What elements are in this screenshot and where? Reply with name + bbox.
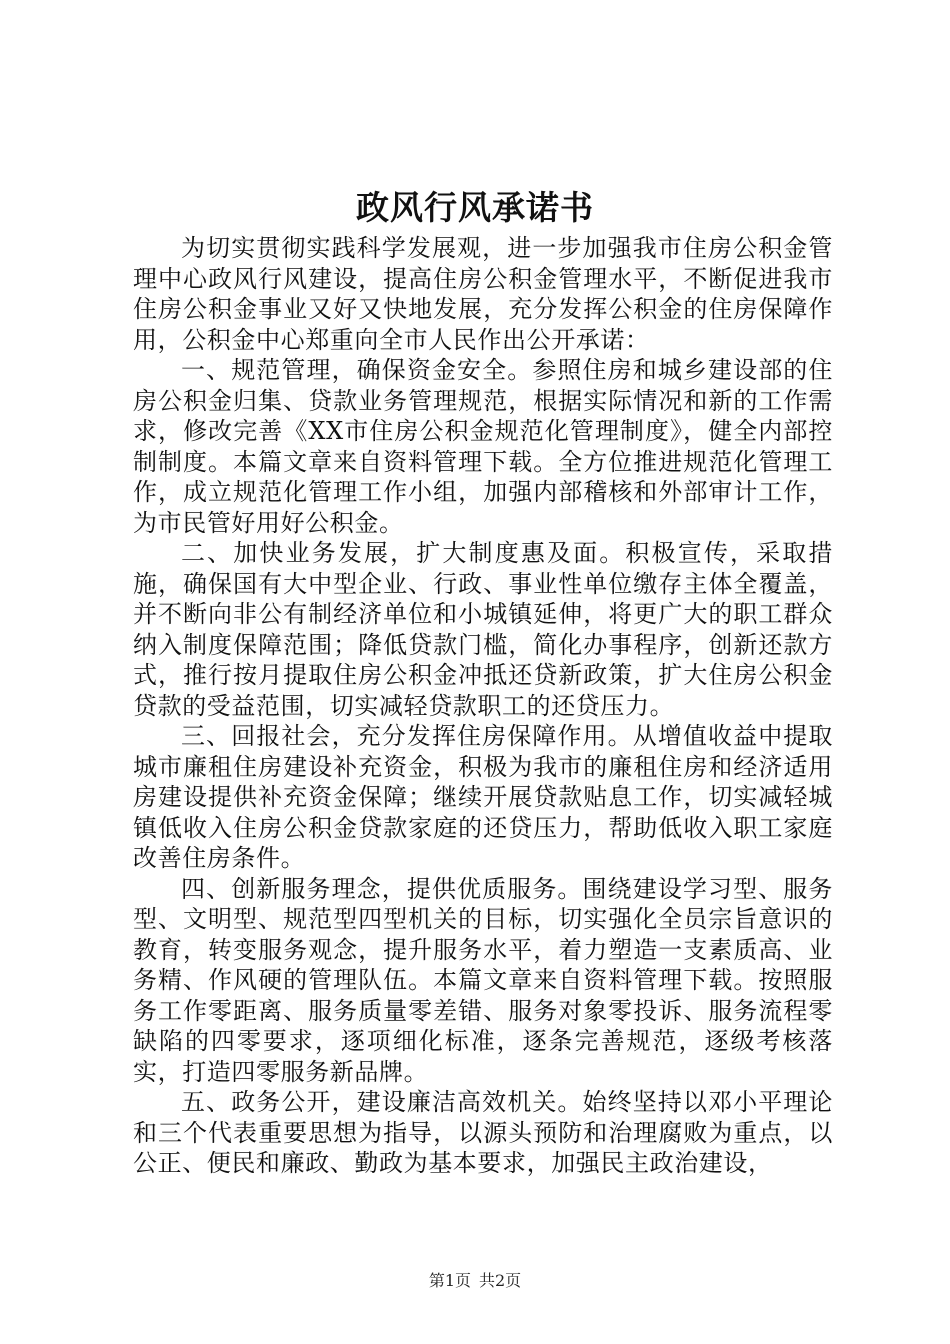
paragraph-commitment-3: 三、回报社会，充分发挥住房保障作用。从增值收益中提取城市廉租住房建设补充资金，积极为我市的廉租住房和经济适用房建设提供补充资金保障；继续开展贷款贴息工作，切实减轻城镇低收入住房公积金贷款家庭的还贷压力，帮助低收入职工家庭改善住房条件。 <box>133 722 833 872</box>
document-body <box>133 233 833 1179</box>
paragraph-commitment-5: 五、政务公开，建设廉洁高效机关。始终坚持以邓小平理论和三个代表重要思想为指导，以源头预防和治理腐败为重点，以公正、便民和廉政、勤政为基本要求，加强民主政治建设， <box>133 1088 833 1177</box>
page-number: 第1页 <box>428 1271 471 1290</box>
document-title: 政风行风承诺书 <box>356 188 594 227</box>
paragraph-intro: 为切实贯彻实践科学发展观，进一步加强我市住房公积金管理中心政风行风建设，提高住房公积金管理水平，不断促进我市住房公积金事业又好又快地发展，充分发挥公积金的住房保障作用，公积金中心郑重向全市人民作出公开承诺： <box>133 234 833 354</box>
paragraph-commitment-2: 二、加快业务发展，扩大制度惠及面。积极宣传，采取措施，确保国有大中型企业、行政、事业性单位缴存主体全覆盖，并不断向非公有制经济单位和小城镇延伸，将更广大的职工群众纳入制度保障范围；降低贷款门槛，简化办事程序，创新还款方式，推行按月提取住房公积金冲抵还贷新政策，扩大住房公积金贷款的受益范围，切实减轻贷款职工的还贷压力。 <box>133 539 833 720</box>
page-total: 共2页 <box>479 1271 522 1290</box>
page-footer <box>0 1271 950 1291</box>
paragraph-commitment-4: 四、创新服务理念，提供优质服务。围绕建设学习型、服务型、文明型、规范型四型机关的目标，切实强化全员宗旨意识的教育，转变服务观念，提升服务水平，着力塑造一支素质高、业务精、作风硬的管理队伍。本篇文章来自资料管理下载。按照服务工作零距离、服务质量零差错、服务对象零投诉、服务流程零缺陷的四零要求，逐项细化标准，逐条完善规范，逐级考核落实，打造四零服务新品牌。 <box>133 874 833 1086</box>
paragraph-commitment-1: 一、规范管理，确保资金安全。参照住房和城乡建设部的住房公积金归集、贷款业务管理规范，根据实际情况和新的工作需求，修改完善《XX市住房公积金规范化管理制度》，健全内部控制制度。本篇文章来自资料管理下载。全方位推进规范化管理工作，成立规范化管理工作小组，加强内部稽核和外部审计工作，为市民管好用好公积金。 <box>133 356 833 537</box>
